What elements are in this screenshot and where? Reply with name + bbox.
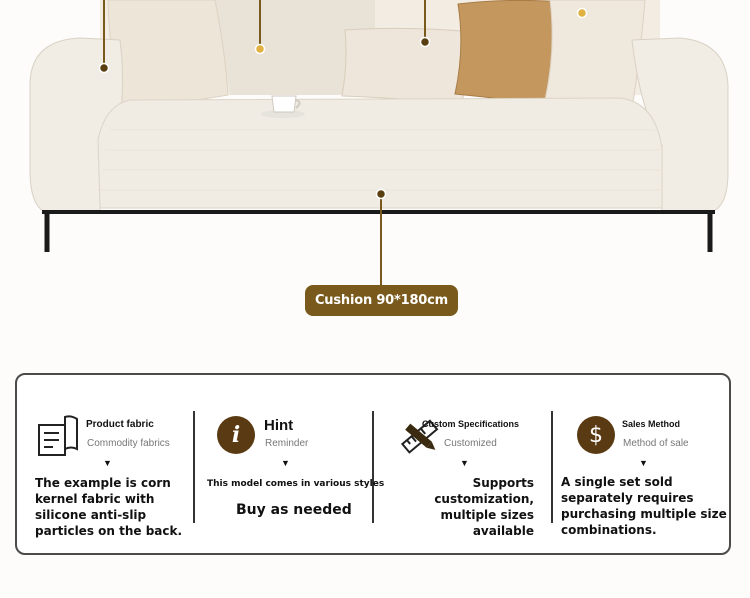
sales-title: Sales Method (622, 419, 681, 429)
custom-section (374, 375, 551, 553)
info-icon: i (217, 416, 255, 454)
hint-subtitle: Reminder (265, 438, 309, 449)
hint-note: This model comes in various styles (207, 479, 385, 489)
sales-description: A single set sold separately requires purchasing multiple size combinations. (561, 475, 727, 537)
fabric-description: The example is corn kernel fabric with silicone anti-slip particles on the back. (35, 476, 183, 538)
custom-subtitle: Customized (444, 438, 497, 449)
cushion-size-tag: Cushion 90*180cm (305, 285, 458, 316)
custom-description: Supports customization, multiple sizes available (434, 476, 534, 538)
hint-section (195, 375, 385, 553)
product-info-panel (15, 373, 731, 555)
sales-section (553, 375, 731, 553)
document-icon (37, 413, 81, 462)
hint-title: Hint (264, 417, 294, 434)
fabric-subtitle: Commodity fabrics (87, 438, 170, 449)
fabric-title: Product fabric (86, 419, 154, 430)
triangle-down-icon: ▼ (281, 458, 290, 468)
sales-subtitle: Method of sale (623, 438, 689, 449)
triangle-down-icon: ▼ (639, 458, 648, 468)
fabric-section (17, 375, 193, 553)
dollar-icon: $ (577, 416, 615, 454)
triangle-down-icon: ▼ (460, 458, 469, 468)
custom-title: Custom Specifications (422, 419, 520, 429)
triangle-down-icon: ▼ (103, 458, 112, 468)
hint-text: Buy as needed (236, 502, 352, 518)
